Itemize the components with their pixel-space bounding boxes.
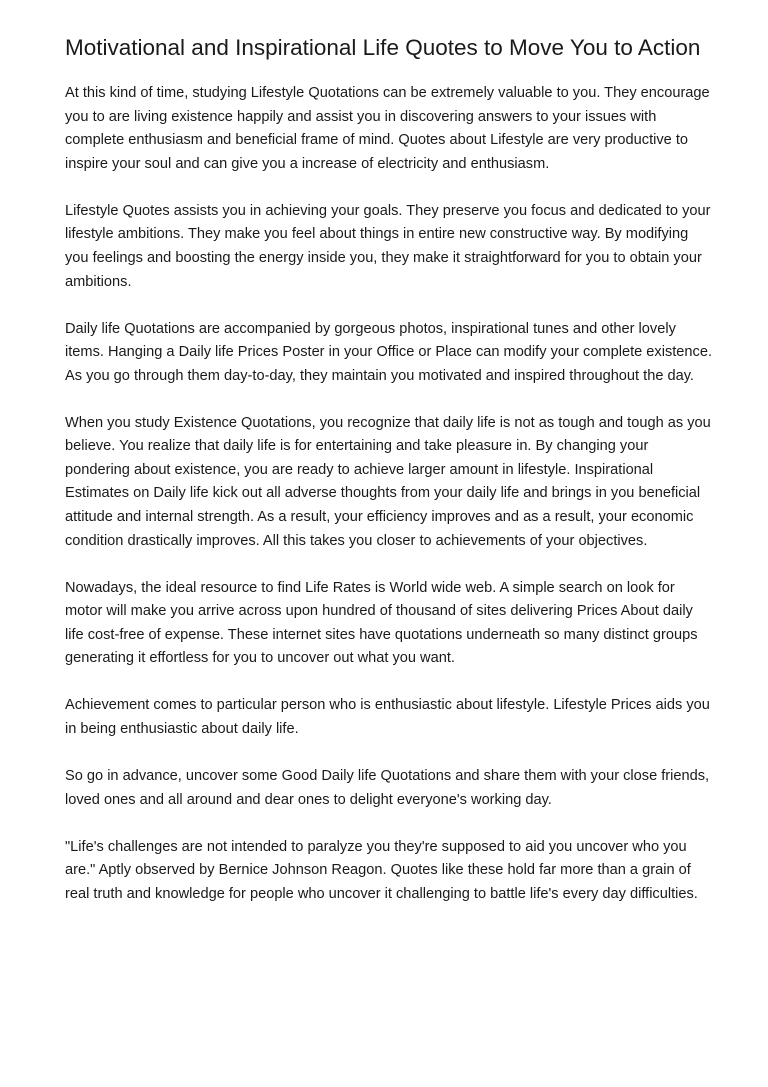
paragraph: Achievement comes to particular person who is enthusiastic about lifestyle. Lifestyle Prices aids you in being enthusiastic about daily life. [65, 697, 710, 738]
paragraph: Nowadays, the ideal resource to find Life Rates is World wide web. A simple search on look for motor will make you arrive across upon hundred of thousand of sites delivering Prices About daily life cost-free of expense. These internet sites have quotations underneath so many distinct groups generating it effortless for you to uncover out what you want. [65, 579, 698, 667]
paragraph: At this kind of time, studying Lifestyle Quotations can be extremely valuable to you. They encourage you to are living existence happily and assist you in discovering answers to your issues with complete enthusiasm and beneficial frame of mind. Quotes about Lifestyle are very productive to inspire your soul and can give you a increase of electricity and enthusiasm. [65, 85, 710, 172]
paragraph: When you study Existence Quotations, you recognize that daily life is not as tough and tough as you believe. You realize that daily life is for entertaining and take pleasure in. By changing your pondering about existence, you are ready to achieve larger amount in lifestyle. Inspirational Estimates on Daily life kick out all adverse thoughts from your daily life and brings in you beneficial attitude and internal strength. As a result, your efficiency improves and as a result, your economic condition drastically improves. All this takes you closer to achievements of your objectives. [65, 414, 711, 549]
document-body [65, 36, 715, 906]
paragraph: "Life's challenges are not intended to paralyze you they're supposed to aid you uncover who you are." Aptly observed by Bernice Johnson Reagon. Quotes like these hold far more than a grain of real truth and knowledge for people who uncover it challenging to battle life's every day difficulties. [65, 838, 698, 902]
paragraph: Lifestyle Quotes assists you in achieving your goals. They preserve you focus and dedicated to your lifestyle ambitions. They make you feel about things in entire new constructive way. By modifying you feelings and boosting the energy inside you, they make it straightforward for you to obtain your ambitions. [65, 202, 711, 290]
paragraph: Daily life Quotations are accompanied by gorgeous photos, inspirational tunes and other lovely items. Hanging a Daily life Prices Poster in your Office or Place can modify your complete existence. As you go through them day-to-day, they maintain you motivated and inspired throughout the day. [65, 320, 712, 384]
document-title: Motivational and Inspirational Life Quotes to Move You to Action [65, 35, 701, 60]
paragraph: So go in advance, uncover some Good Daily life Quotations and share them with your close friends, loved ones and all around and dear ones to delight everyone's working day. [65, 768, 710, 808]
